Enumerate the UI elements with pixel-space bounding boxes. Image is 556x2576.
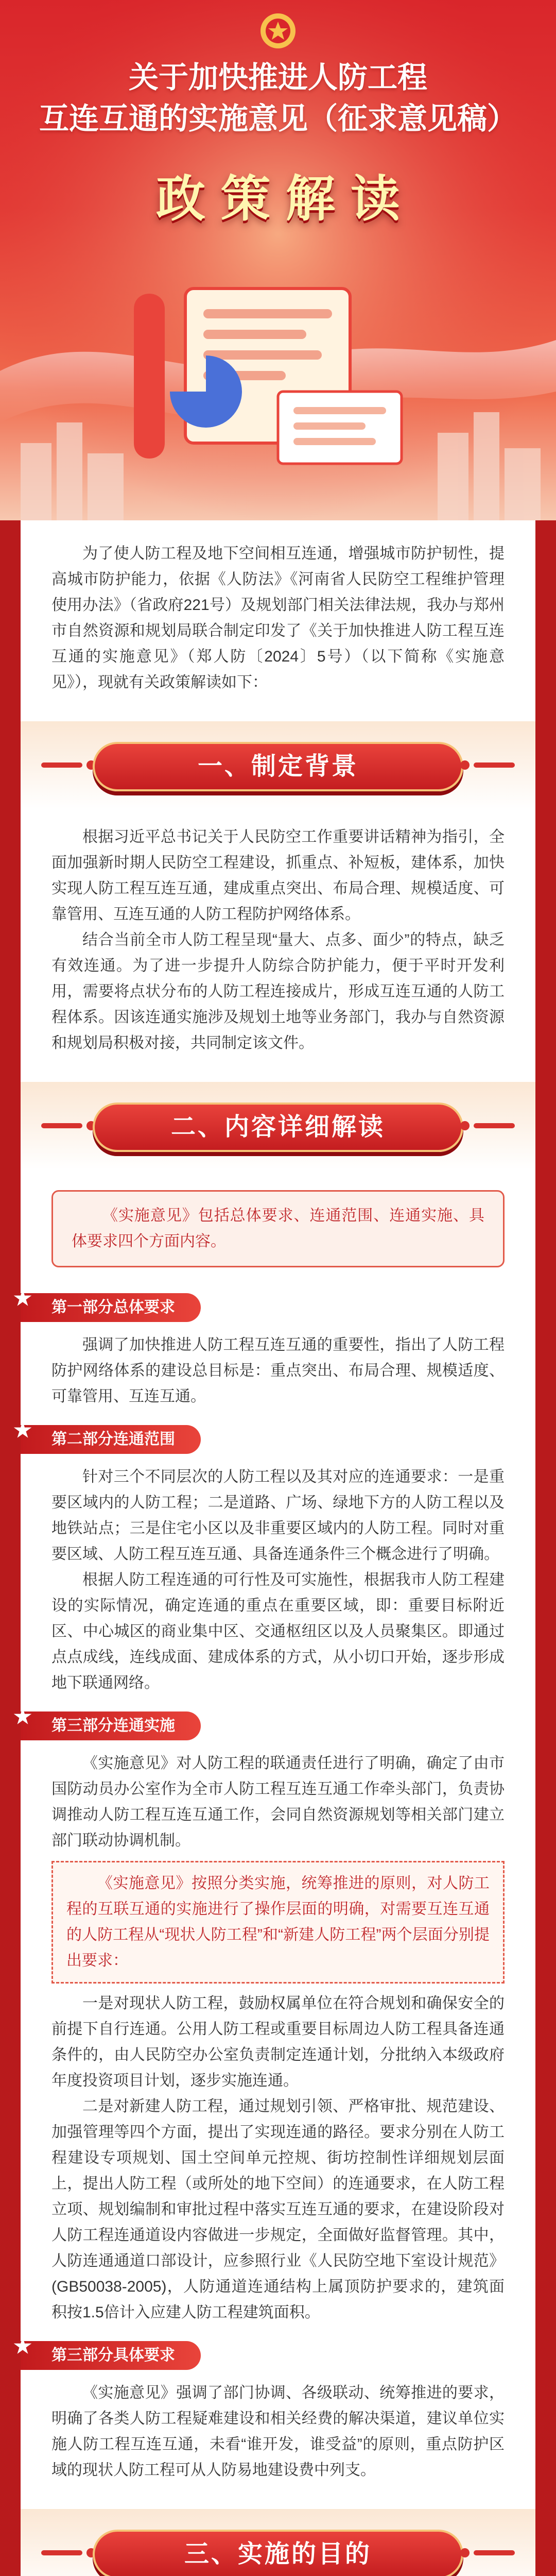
section-banner-3 [21,2509,535,2576]
banner-dot [460,1121,470,1130]
section-2-note-text: 《实施意见》包括总体要求、连通范围、连通实施、具体要求四个方面内容。 [72,1207,484,1250]
part-2-paragraph-2: 根据人防工程连通的可行性及可实施性，根据我市人防工程建设的实际情况，确定连通的重点在重要区域，即：重要目标附近区、中心城区的商业集中区、交通枢纽区以及人员聚集区。即通过点点成线，连线成面、建成体系的方式，从小切口开始，逐步形成地下联通网络。 [51,1571,505,1691]
banner-dot [460,760,470,770]
hero-title [0,57,556,139]
section-title-3: 三、实施的目的 [93,2530,463,2576]
part-3-paragraph-1: 《实施意见》对人防工程的联通责任进行了明确，确定了由市国防动员办公室作为全市人防工程互连互通工作牵头部门，负责协调推动人防工程互连互通工作，会同自然资源规划等相关部门建立部门联动协调机制。 [51,1755,505,1849]
part-3-highlight-text: 《实施意见》按照分类实施，统筹推进的原则，对人防工程的互联互通的实施进行了操作层面的明确，对需要互连互通的人防工程从“现状人防工程”和“新建人防工程”两个层面分别提出要求： [66,1875,490,1969]
hero-big-title [0,155,556,235]
section-title-1: 一、制定背景 [93,742,463,791]
banner-right-wing [474,2550,515,2555]
part-1-tag-label: 第一部分总体要求 [51,1299,175,1316]
emblem-icon [260,13,296,48]
part-2-tag-label: 第二部分连通范围 [51,1431,175,1448]
section-1-paragraph-1: 根据习近平总书记关于人民防空工作重要讲话精神为指引，全面加强新时期人民防空工程建设，抓重点、补短板，建体系，加快实现人防工程互连互通，建成重点突出、布局合理、规模适度、可靠管用、互连互通的人防工程防护网络体系。 [51,828,505,923]
banner-right-wing [474,762,515,768]
section-title-2: 二、内容详细解读 [93,1103,463,1152]
banner-left-wing [41,1123,82,1128]
part-4-paragraph: 《实施意见》强调了部门协调、各级联动、统筹推进的要求，明确了各类人防工程疑难建设和相关经费的解决渠道，建议单位实施人防工程互连互通，未看“谁开发，谁受益”的原则，重点防护区域的现状人防工程可从人防易地建设费中列支。 [51,2384,505,2479]
section-banner-2 [21,1082,535,1170]
star-icon [13,1289,32,1308]
section-1-body [21,809,535,1082]
part-3-highlight [51,1861,505,1984]
section-1-paragraph-2: 结合当前全市人防工程呈现“量大、点多、面少”的特点，缺乏有效连通。为了进一步提升人防综合防护能力，便于平时开发利用，需要将点状分布的人防工程连接成片，形成互连互通的人防工程体系。因该连通实施涉及规划土地等业务部门，我办与自然资源和规划局积极对接，共同制定该文件。 [51,931,505,1052]
part-1-tag [21,1293,201,1322]
hero-banner [0,0,556,520]
intro-section [21,520,535,721]
banner-left-wing [41,762,82,768]
banner-left-wing [41,2550,82,2555]
part-4-tag-label: 第三部分具体要求 [51,2347,175,2364]
star-icon [13,2337,32,2355]
hero-title-line1: 关于加快推进人防工程 [128,60,427,95]
intro-paragraph: 为了使人防工程及地下空间相互连通，增强城市防护韧性，提高城市防护能力，依据《人防法》《河南省人民防空工程维护管理使用办法》（省政府221号）及规划部门相关法律法规，我办与郑州市自然资源和规划局联合制定印发了《关于加快推进人防工程互连互通的实施意见》（郑人防〔2024〕5号）（以下简称《实施意见》），现就有关政策解读如下： [51,545,505,691]
section-2-body [21,1170,535,2509]
banner-right-wing [474,1123,515,1128]
banner-dot [460,2548,470,2557]
part-2-tag [21,1425,201,1454]
hero-title-line2: 互连互通的实施意见（征求意见稿） [39,101,517,136]
part-4-tag [21,2341,201,2370]
star-icon [13,1707,32,1726]
part-1-paragraph: 强调了加快推进人防工程互连互通的重要性，指出了人防工程防护网络体系的建设总目标是：重点突出、布局合理、规模适度、可靠管用、互连互通。 [51,1336,505,1405]
part-3-paragraph-3: 二是对新建人防工程，通过规划引领、严格审批、规范建设、加强管理等四个方面，提出了实现连通的路径。要求分别在人防工程建设专项规划、国土空间单元控规、街坊控制性详细规划层面上，提出人防工程（或所处的地下空间）的连通要求，在人防工程立项、规划编制和审批过程中落实互连互通的要求，在建设阶段对人防工程连通道设内容做进一步规定，全面做好监督管理。其中，人防连通通道口部设计，应参照行业《人民防空地下室设计规范》(GB50038-2005)，人防通道连通结构上属顶防护要求的，建筑面积按1.5倍计入应建人防工程建筑面积。 [51,2098,505,2321]
part-3-paragraph-2: 一是对现状人防工程，鼓励权属单位在符合规划和确保安全的前提下自行连通。公用人防工程或重要目标周边人防工程具备连通条件的，由人民防空办公室负责制定连通计划，分批纳入本级政府年度投资项目计划，逐步实施连通。 [51,1995,505,2089]
part-3-tag-label: 第三部分连通实施 [51,1717,175,1734]
part-3-tag [21,1711,201,1740]
part-2-paragraph-1: 针对三个不同层次的人防工程以及其对应的连通要求：一是重要区域内的人防工程；二是道路、广场、绿地下方的人防工程以及地铁站点；三是住宅小区以及非重要区域内的人防工程。同时对重要区域、人防工程互连互通、具备连通条件三个概念进行了明确。 [51,1468,505,1563]
hero-big-title-text: 政策解读 [156,170,415,228]
section-2-note [51,1190,505,1267]
star-icon [13,1421,32,1439]
section-banner-1 [21,721,535,809]
